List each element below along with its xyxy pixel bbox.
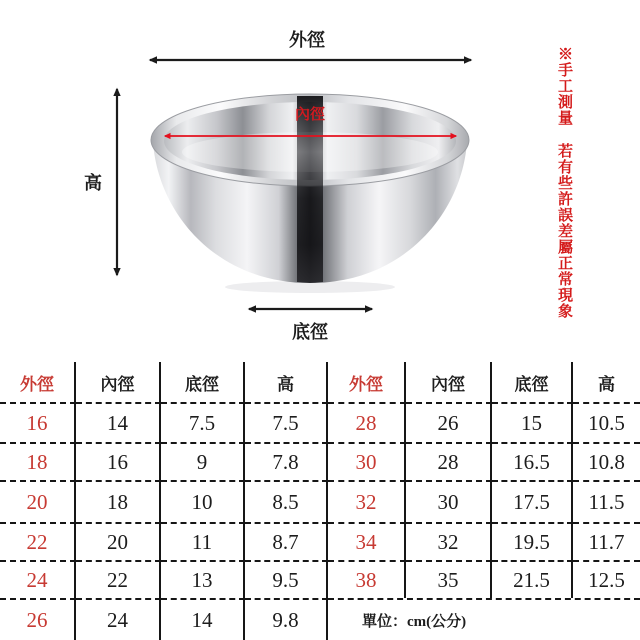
table-cell: 10 — [161, 480, 245, 522]
table-cell: 22 — [0, 522, 76, 560]
table-cell: 16 — [76, 442, 161, 480]
table-cell: 11.5 — [573, 480, 640, 522]
table-cell: 30 — [328, 442, 406, 480]
table-header-cell: 底徑 — [161, 362, 245, 402]
table-cell: 32 — [406, 522, 492, 560]
bowl-reflection-streak — [294, 96, 326, 282]
table-header-cell: 內徑 — [406, 362, 492, 402]
table-cell: 35 — [406, 560, 492, 598]
table-cell: 24 — [0, 560, 76, 598]
table-cell: 8.5 — [245, 480, 328, 522]
measurement-note: ※手工測量 若有些許誤差屬正常現象 — [556, 46, 572, 319]
table-cell: 11 — [161, 522, 245, 560]
table-cell: 10.8 — [573, 442, 640, 480]
table-cell: 7.5 — [245, 402, 328, 442]
table-header-cell: 內徑 — [76, 362, 161, 402]
table-cell: 21.5 — [492, 560, 573, 598]
table-cell: 14 — [76, 402, 161, 442]
table-cell: 34 — [328, 522, 406, 560]
table-cell: 9.5 — [245, 560, 328, 598]
table-cell: 7.8 — [245, 442, 328, 480]
height-label: 高 — [84, 173, 102, 193]
table-cell: 32 — [328, 480, 406, 522]
unit-label: 單位：cm(公分) — [328, 598, 640, 640]
table-cell: 14 — [161, 598, 245, 640]
table-cell: 17.5 — [492, 480, 573, 522]
table-cell: 7.5 — [161, 402, 245, 442]
table-cell: 28 — [328, 402, 406, 442]
table-header-cell: 高 — [598, 374, 615, 394]
table-header-cell: 外徑 — [328, 362, 406, 402]
outer-diameter-label: 外徑 — [289, 30, 325, 50]
table-cell: 12.5 — [573, 560, 640, 598]
table-cell: 28 — [406, 442, 492, 480]
table-cell: 30 — [406, 480, 492, 522]
table-cell: 18 — [0, 442, 76, 480]
inner-diameter-label: 內徑 — [294, 107, 326, 123]
table-cell: 16.5 — [492, 442, 573, 480]
table-cell: 38 — [328, 560, 406, 598]
table-cell: 15 — [492, 402, 573, 442]
table-header-cell: 高 — [245, 362, 328, 402]
size-table — [0, 362, 640, 640]
table-cell: 19.5 — [492, 522, 573, 560]
table-cell: 18 — [76, 480, 161, 522]
table-cell: 16 — [0, 402, 76, 442]
table-cell: 24 — [76, 598, 161, 640]
table-cell: 26 — [406, 402, 492, 442]
table-header-cell: 外徑 — [0, 362, 76, 402]
table-cell: 10.5 — [573, 402, 640, 442]
table-cell: 13 — [161, 560, 245, 598]
table-cell: 8.7 — [245, 522, 328, 560]
bottom-diameter-label: 底徑 — [292, 322, 328, 342]
table-cell: 9 — [161, 442, 245, 480]
table-cell: 20 — [0, 480, 76, 522]
table-cell: 11.7 — [573, 522, 640, 560]
table-header-cell: 底徑 — [492, 362, 573, 402]
table-cell: 9.8 — [245, 598, 328, 640]
table-cell: 26 — [0, 598, 76, 640]
table-cell: 22 — [76, 560, 161, 598]
table-cell: 20 — [76, 522, 161, 560]
